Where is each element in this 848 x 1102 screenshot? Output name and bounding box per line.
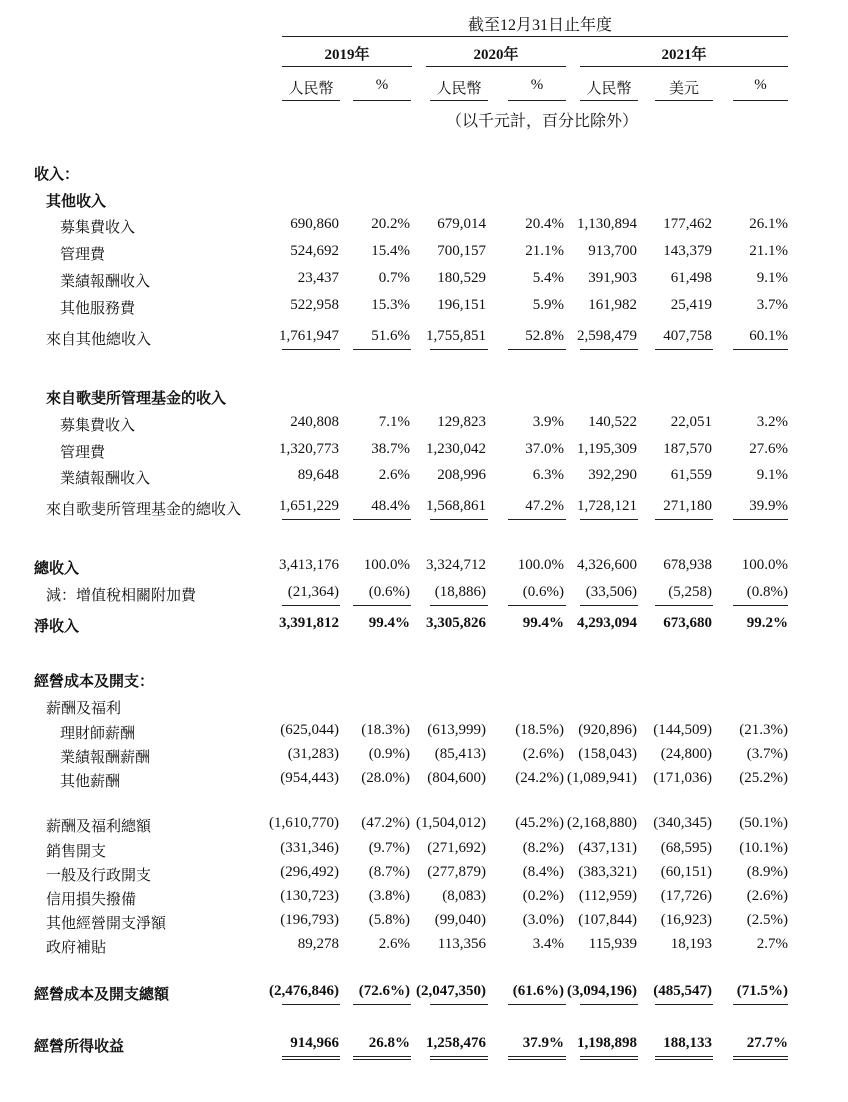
total-underline <box>282 1056 340 1057</box>
row-value: (485,547) <box>653 983 712 999</box>
row-value: (144,509) <box>653 722 712 738</box>
unit-underline <box>430 100 488 101</box>
row-label: 其他薪酬 <box>60 774 121 790</box>
row-value: (437,131) <box>578 840 637 856</box>
total-underline <box>430 1056 488 1057</box>
row-value: (9.7%) <box>368 840 410 856</box>
row-value: (2,168,880) <box>567 815 637 831</box>
row-value: 678,938 <box>663 557 712 573</box>
row-value: 240,808 <box>290 414 339 430</box>
row-value: 3,305,826 <box>426 615 486 631</box>
row-value: 51.6% <box>371 328 410 344</box>
row-value: 690,860 <box>290 216 339 232</box>
total-underline <box>430 605 488 606</box>
row-value: (3,094,196) <box>567 983 637 999</box>
row-value: 1,258,476 <box>426 1035 486 1051</box>
row-value: 27.7% <box>746 1035 788 1051</box>
unit-underline <box>353 100 411 101</box>
total-underline <box>353 519 411 520</box>
row-value: 391,903 <box>588 270 637 286</box>
double-underline <box>655 1059 713 1060</box>
row-value: 100.0% <box>363 557 410 573</box>
row-value: 143,379 <box>663 243 712 259</box>
row-value: 48.4% <box>371 498 410 514</box>
row-value: (18.3%) <box>361 722 410 738</box>
row-value: 3,413,176 <box>279 557 339 573</box>
row-value: 9.1% <box>756 467 788 483</box>
row-value: 99.4% <box>522 615 564 631</box>
row-value: 1,568,861 <box>426 498 486 514</box>
row-value: (45.2%) <box>515 815 564 831</box>
total-underline <box>282 605 340 606</box>
row-value: 52.8% <box>525 328 564 344</box>
row-value: 89,278 <box>297 936 339 952</box>
row-value: (0.8%) <box>746 584 788 600</box>
row-value: (28.0%) <box>361 770 410 786</box>
row-value: 187,570 <box>663 441 712 457</box>
row-value: (85,413) <box>434 746 486 762</box>
total-underline <box>655 1004 713 1005</box>
row-label: 薪酬及福利 <box>46 701 122 717</box>
row-value: 129,823 <box>437 414 486 430</box>
row-value: 22,051 <box>670 414 712 430</box>
row-value: 1,198,898 <box>577 1035 637 1051</box>
row-value: 1,651,229 <box>279 498 339 514</box>
row-label: 減：增值稅相關附加費 <box>46 588 197 604</box>
row-value: (331,346) <box>280 840 339 856</box>
row-value: 18,193 <box>670 936 712 952</box>
unit-underline <box>580 100 638 101</box>
total-underline <box>580 605 638 606</box>
row-value: 5.9% <box>532 297 564 313</box>
row-value: (277,879) <box>427 864 486 880</box>
double-underline <box>282 1059 340 1060</box>
row-value: 1,195,309 <box>577 441 637 457</box>
row-value: (1,610,770) <box>269 815 339 831</box>
row-value: 524,692 <box>290 243 339 259</box>
row-value: (3.8%) <box>368 888 410 904</box>
row-value: (3.0%) <box>522 912 564 928</box>
row-value: (804,600) <box>427 770 486 786</box>
row-label: 經營成本及開支總額 <box>34 987 170 1003</box>
row-value: (340,345) <box>653 815 712 831</box>
unit-label: 人民幣 <box>436 81 482 97</box>
row-label: 政府補貼 <box>46 940 107 956</box>
row-value: (24.2%) <box>515 770 564 786</box>
total-underline <box>353 605 411 606</box>
row-value: 9.1% <box>756 270 788 286</box>
row-value: 37.0% <box>525 441 564 457</box>
row-value: 3.4% <box>532 936 564 952</box>
row-value: 2.6% <box>378 936 410 952</box>
row-value: 61,498 <box>670 270 712 286</box>
total-underline <box>580 349 638 350</box>
row-value: (2.6%) <box>746 888 788 904</box>
row-value: (107,844) <box>578 912 637 928</box>
row-value: 20.2% <box>371 216 410 232</box>
total-underline <box>508 349 566 350</box>
row-value: 196,151 <box>437 297 486 313</box>
row-value: (5.8%) <box>368 912 410 928</box>
row-value: (1,504,012) <box>416 815 486 831</box>
row-value: (18.5%) <box>515 722 564 738</box>
row-value: 115,939 <box>588 936 637 952</box>
year-2020: 2020年 <box>473 47 519 63</box>
row-value: (61.6%) <box>512 983 564 999</box>
row-value: (33,506) <box>585 584 637 600</box>
total-underline <box>353 349 411 350</box>
row-value: 1,320,773 <box>279 441 339 457</box>
row-value: (71.5%) <box>736 983 788 999</box>
row-value: 407,758 <box>663 328 712 344</box>
row-value: (0.6%) <box>368 584 410 600</box>
row-value: (50.1%) <box>739 815 788 831</box>
unit-underline <box>733 100 788 101</box>
total-underline <box>508 1056 566 1057</box>
row-value: (2.6%) <box>522 746 564 762</box>
row-value: 15.3% <box>371 297 410 313</box>
row-value: (130,723) <box>280 888 339 904</box>
total-underline <box>353 1004 411 1005</box>
total-underline <box>733 519 788 520</box>
row-label: 收入： <box>34 167 80 183</box>
row-label: 業績報酬薪酬 <box>60 750 151 766</box>
row-value: (3.7%) <box>746 746 788 762</box>
row-value: (0.6%) <box>522 584 564 600</box>
row-label: 其他經營開支淨額 <box>46 916 167 932</box>
row-value: (8.7%) <box>368 864 410 880</box>
row-value: 0.7% <box>378 270 410 286</box>
row-value: (5,258) <box>668 584 712 600</box>
row-value: 38.7% <box>371 441 410 457</box>
unit-label: 人民幣 <box>586 81 632 97</box>
row-value: 180,529 <box>437 270 486 286</box>
row-value: 914,966 <box>290 1035 339 1051</box>
row-value: (68,595) <box>660 840 712 856</box>
unit-label: 人民幣 <box>288 81 334 97</box>
row-value: 2,598,479 <box>577 328 637 344</box>
total-underline <box>508 605 566 606</box>
row-value: (0.9%) <box>368 746 410 762</box>
row-value: (60,151) <box>660 864 712 880</box>
row-label: 經營成本及開支： <box>34 674 155 690</box>
row-value: 1,130,894 <box>577 216 637 232</box>
row-value: 3.2% <box>756 414 788 430</box>
row-value: 20.4% <box>525 216 564 232</box>
row-label: 管理費 <box>60 445 106 461</box>
row-value: 6.3% <box>532 467 564 483</box>
total-underline <box>282 1004 340 1005</box>
year-underline-2020 <box>426 66 566 67</box>
row-value: (625,044) <box>280 722 339 738</box>
row-value: (920,896) <box>578 722 637 738</box>
year-underline-2021 <box>580 66 788 67</box>
row-value: (0.2%) <box>522 888 564 904</box>
row-value: 60.1% <box>749 328 788 344</box>
row-value: (31,283) <box>287 746 339 762</box>
row-value: 100.0% <box>517 557 564 573</box>
unit-label: % <box>530 77 544 93</box>
total-underline <box>282 349 340 350</box>
total-underline <box>655 1056 713 1057</box>
row-value: (17,726) <box>660 888 712 904</box>
row-value: (954,443) <box>280 770 339 786</box>
row-value: (21,364) <box>287 584 339 600</box>
row-value: (296,492) <box>280 864 339 880</box>
period-title: 截至12月31日止年度 <box>468 17 613 34</box>
unit-underline <box>282 100 340 101</box>
row-value: 2.6% <box>378 467 410 483</box>
row-value: 21.1% <box>749 243 788 259</box>
row-value: (47.2%) <box>361 815 410 831</box>
row-value: 673,680 <box>663 615 712 631</box>
row-label: 來自歌斐所管理基金的總收入 <box>46 502 242 518</box>
row-value: 392,290 <box>588 467 637 483</box>
row-label: 淨收入 <box>34 619 80 635</box>
double-underline <box>430 1059 488 1060</box>
row-value: (1,089,941) <box>567 770 637 786</box>
unit-label: % <box>754 77 767 93</box>
row-label: 來自歌斐所管理基金的收入 <box>46 391 227 407</box>
row-value: 100.0% <box>741 557 788 573</box>
total-underline <box>580 519 638 520</box>
row-label: 募集費收入 <box>60 220 136 236</box>
double-underline <box>508 1059 566 1060</box>
units-note: （以千元計，百分比除外） <box>446 113 639 130</box>
row-value: (18,886) <box>434 584 486 600</box>
row-value: 5.4% <box>532 270 564 286</box>
total-underline <box>733 1056 788 1057</box>
row-value: 1,761,947 <box>279 328 339 344</box>
row-value: (8.2%) <box>522 840 564 856</box>
row-value: 23,437 <box>297 270 339 286</box>
row-value: 177,462 <box>663 216 712 232</box>
unit-underline <box>508 100 566 101</box>
row-label: 經營所得收益 <box>34 1039 125 1055</box>
row-value: 522,958 <box>290 297 339 313</box>
row-value: (24,800) <box>660 746 712 762</box>
row-value: 3.7% <box>756 297 788 313</box>
total-underline <box>580 1056 638 1057</box>
row-value: (8.9%) <box>746 864 788 880</box>
row-value: (10.1%) <box>739 840 788 856</box>
total-underline <box>430 1004 488 1005</box>
row-value: 208,996 <box>437 467 486 483</box>
row-value: 140,522 <box>588 414 637 430</box>
row-label: 募集費收入 <box>60 418 136 434</box>
total-underline <box>282 519 340 520</box>
row-value: 25,419 <box>670 297 712 313</box>
row-label: 業績報酬收入 <box>60 274 151 290</box>
row-label: 信用損失撥備 <box>46 892 137 908</box>
row-value: (2,047,350) <box>416 983 486 999</box>
row-value: 271,180 <box>663 498 712 514</box>
row-value: 1,728,121 <box>577 498 637 514</box>
total-underline <box>508 519 566 520</box>
double-underline <box>733 1059 788 1060</box>
row-value: (2,476,846) <box>269 983 339 999</box>
row-value: (613,999) <box>427 722 486 738</box>
year-2021: 2021年 <box>661 47 707 63</box>
row-value: 161,982 <box>588 297 637 313</box>
row-value: (8.4%) <box>522 864 564 880</box>
total-underline <box>655 349 713 350</box>
row-value: (171,036) <box>653 770 712 786</box>
row-value: 99.4% <box>368 615 410 631</box>
row-value: 3.9% <box>532 414 564 430</box>
row-value: 99.2% <box>746 615 788 631</box>
row-value: 7.1% <box>378 414 410 430</box>
row-label: 其他服務費 <box>60 301 136 317</box>
row-value: (99,040) <box>434 912 486 928</box>
year-underline-2019 <box>282 66 412 67</box>
row-value: 3,324,712 <box>426 557 486 573</box>
header-divider <box>282 36 788 37</box>
unit-label: % <box>375 77 389 93</box>
total-underline <box>353 1056 411 1057</box>
row-label: 管理費 <box>60 247 106 263</box>
row-label: 業績報酬收入 <box>60 471 151 487</box>
total-underline <box>733 605 788 606</box>
row-value: 27.6% <box>749 441 788 457</box>
row-value: (72.6%) <box>358 983 410 999</box>
row-value: (21.3%) <box>739 722 788 738</box>
row-value: (196,793) <box>280 912 339 928</box>
row-value: 39.9% <box>749 498 788 514</box>
row-value: (112,959) <box>578 888 637 904</box>
row-value: 4,293,094 <box>577 615 637 631</box>
row-value: 61,559 <box>670 467 712 483</box>
total-underline <box>655 605 713 606</box>
row-value: (2.5%) <box>746 912 788 928</box>
row-value: (16,923) <box>660 912 712 928</box>
row-value: 3,391,812 <box>279 615 339 631</box>
row-label: 理財師薪酬 <box>60 726 136 742</box>
year-2019: 2019年 <box>324 47 370 63</box>
unit-underline <box>655 100 713 101</box>
row-value: 26.1% <box>749 216 788 232</box>
row-value: 679,014 <box>437 216 486 232</box>
row-label: 其他收入 <box>46 194 107 210</box>
row-value: (383,321) <box>578 864 637 880</box>
row-value: 113,356 <box>437 936 486 952</box>
row-value: 700,157 <box>437 243 486 259</box>
row-value: (8,083) <box>442 888 486 904</box>
row-value: 37.9% <box>522 1035 564 1051</box>
row-label: 薪酬及福利總額 <box>46 819 152 835</box>
row-value: 1,755,851 <box>426 328 486 344</box>
total-underline <box>430 349 488 350</box>
double-underline <box>353 1059 411 1060</box>
total-underline <box>733 349 788 350</box>
total-underline <box>580 1004 638 1005</box>
double-underline <box>580 1059 638 1060</box>
row-label: 總收入 <box>34 561 80 577</box>
unit-label: 美元 <box>668 81 699 97</box>
total-underline <box>508 1004 566 1005</box>
row-label: 銷售開支 <box>46 844 107 860</box>
row-value: 4,326,600 <box>577 557 637 573</box>
row-value: 1,230,042 <box>426 441 486 457</box>
total-underline <box>655 519 713 520</box>
row-value: (158,043) <box>578 746 637 762</box>
row-value: 913,700 <box>588 243 637 259</box>
row-value: (271,692) <box>427 840 486 856</box>
row-value: 26.8% <box>368 1035 410 1051</box>
row-value: 47.2% <box>525 498 564 514</box>
row-label: 一般及行政開支 <box>46 868 152 884</box>
row-label: 來自其他總收入 <box>46 332 152 348</box>
row-value: 2.7% <box>756 936 788 952</box>
total-underline <box>430 519 488 520</box>
row-value: 188,133 <box>663 1035 712 1051</box>
row-value: 89,648 <box>297 467 339 483</box>
row-value: 21.1% <box>525 243 564 259</box>
total-underline <box>733 1004 788 1005</box>
row-value: (25.2%) <box>739 770 788 786</box>
row-value: 15.4% <box>371 243 410 259</box>
